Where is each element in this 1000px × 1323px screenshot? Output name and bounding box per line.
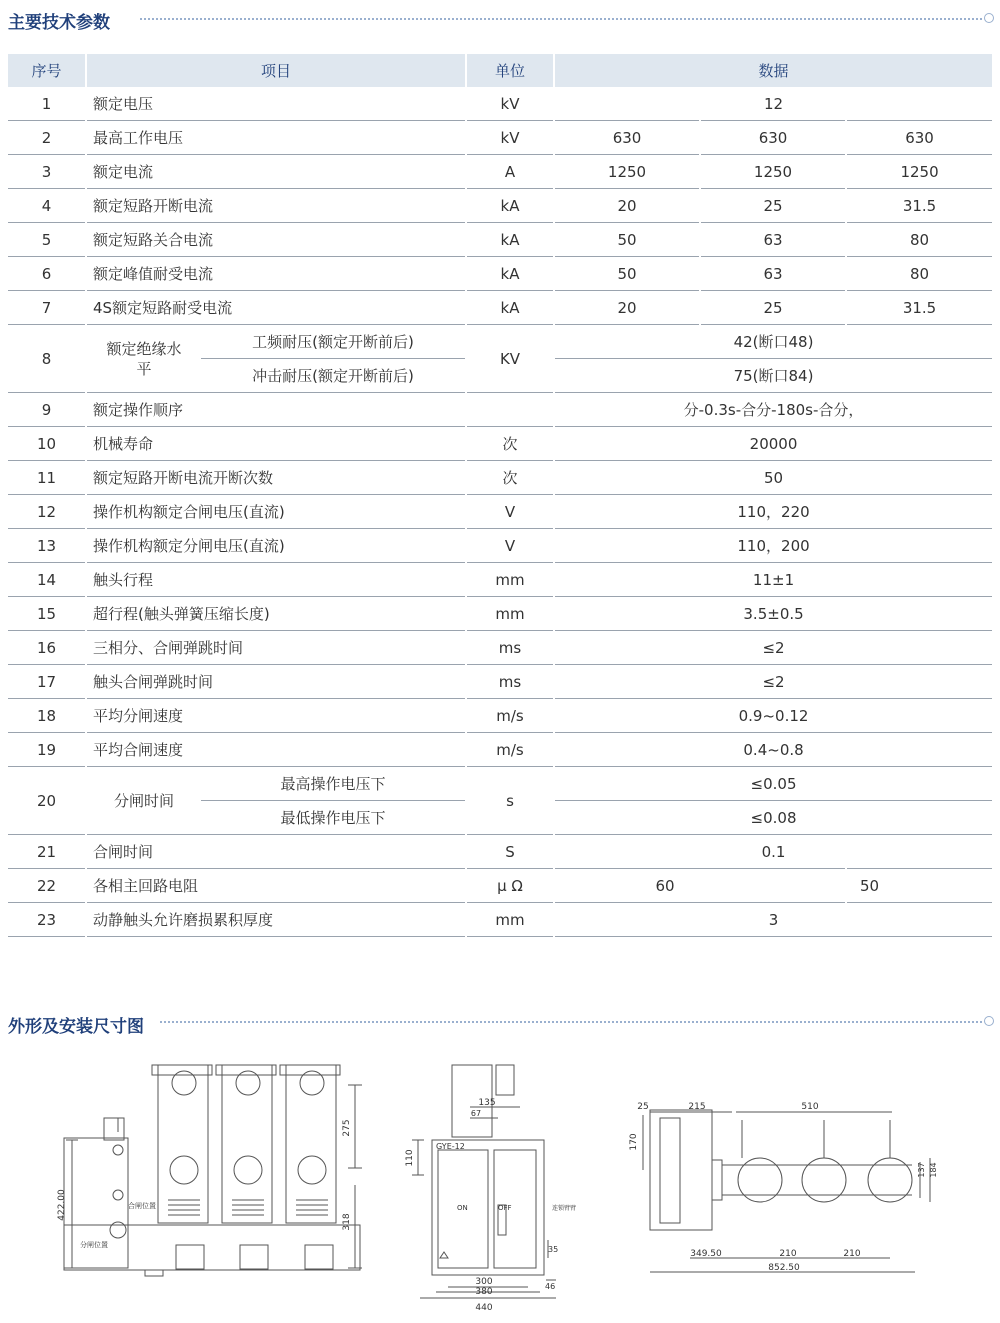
- front-view: [64, 1065, 362, 1276]
- header-no: 序号: [8, 54, 86, 87]
- dim-110: 110: [405, 1149, 415, 1167]
- dim-215: 215: [688, 1102, 706, 1112]
- section-divider-end: [984, 13, 994, 23]
- dim-380: 380: [475, 1287, 493, 1297]
- table-row: 19 平均合闸速度 m/s 0.4~0.8: [8, 733, 992, 767]
- dim-46: 46: [545, 1282, 556, 1291]
- table-row: 15 超行程(触头弹簧压缩长度) mm 3.5±0.5: [8, 597, 992, 631]
- table-row: 17 触头合闸弹跳时间 ms ≤2: [8, 665, 992, 699]
- dim-349-50: 349.50: [690, 1249, 722, 1259]
- dim-852-50: 852.50: [768, 1263, 800, 1273]
- top-view: [643, 1110, 930, 1272]
- dim-25: 25: [637, 1102, 649, 1112]
- table-row: 9 额定操作顺序 分-0.3s-合分-180s-合分，: [8, 393, 992, 427]
- params-table: [8, 54, 992, 937]
- table-row: 冲击耐压(额定开断前后) 75(断口84): [8, 359, 992, 393]
- table-row: 3 额定电流 A 1250 1250 1250: [8, 155, 992, 189]
- dim-135: 135: [478, 1098, 496, 1108]
- table-row: 最低操作电压下 ≤0.08: [8, 801, 992, 835]
- header-unit: 单位: [466, 54, 554, 87]
- dim-67: 67: [470, 1109, 482, 1118]
- table-row: 14 触头行程 mm 11±1: [8, 563, 992, 597]
- dim-300: 300: [475, 1277, 493, 1287]
- header-data: 数据: [554, 54, 992, 87]
- label-on: ON: [457, 1204, 468, 1212]
- section-divider: [160, 1021, 982, 1023]
- dim-318: 318: [342, 1213, 352, 1231]
- section-title-dimensions: 外形及安装尺寸图: [8, 1017, 144, 1037]
- table-row: 5 额定短路关合电流 kA 50 63 80: [8, 223, 992, 257]
- label-off: OFF: [498, 1204, 512, 1212]
- table-row: 20 分闸时间 最高操作电压下 s ≤0.05: [8, 767, 992, 801]
- table-row: 8 额定绝缘水平 工频耐压(额定开断前后) KV 42(断口48): [8, 325, 992, 359]
- dimension-drawings: [0, 1040, 1000, 1323]
- dim-35: 35: [548, 1245, 559, 1254]
- table-row: 4 额定短路开断电流 kA 20 25 31.5: [8, 189, 992, 223]
- dim-137: 137: [917, 1162, 926, 1178]
- table-row: 1 额定电压 kV 12: [8, 87, 992, 121]
- table-row: 22 各相主回路电阻 μ Ω 60 50: [8, 869, 992, 903]
- table-row: 21 合闸时间 S 0.1: [8, 835, 992, 869]
- table-row: 18 平均分闸速度 m/s 0.9~0.12: [8, 699, 992, 733]
- dim-422: 422.00: [57, 1189, 67, 1221]
- panel-label: GYE-12: [436, 1142, 465, 1151]
- table-row: 12 操作机构额定合闸电压(直流) V 110，220: [8, 495, 992, 529]
- table-header: [8, 54, 992, 87]
- table-row: 13 操作机构额定分闸电压(直流) V 110，200: [8, 529, 992, 563]
- table-row: 11 额定短路开断电流开断次数 次 50: [8, 461, 992, 495]
- dim-275: 275: [342, 1119, 352, 1137]
- dim-170: 170: [629, 1133, 639, 1151]
- table-row: 2 最高工作电压 kV 630 630 630: [8, 121, 992, 155]
- table-row: 6 额定峰值耐受电流 kA 50 63 80: [8, 257, 992, 291]
- table-row: 10 机械寿命 次 20000: [8, 427, 992, 461]
- label-open-position: 分闸位置: [80, 1241, 108, 1249]
- table-row: 7 4S额定短路耐受电流 kA 20 25 31.5: [8, 291, 992, 325]
- dim-210-b: 210: [843, 1249, 861, 1259]
- section-divider: [140, 18, 982, 20]
- header-item: 项目: [86, 54, 466, 87]
- table-row: 16 三相分、合闸弹跳时间 ms ≤2: [8, 631, 992, 665]
- dim-510: 510: [801, 1102, 819, 1112]
- section-divider-end: [984, 1016, 994, 1026]
- table-row: 23 动静触头允许磨损累积厚度 mm 3: [8, 903, 992, 937]
- dim-440: 440: [475, 1303, 493, 1313]
- label-close-position: 合闸位置: [128, 1202, 156, 1210]
- dim-210-a: 210: [779, 1249, 797, 1259]
- dim-184: 184: [929, 1162, 938, 1178]
- section-title-params: 主要技术参数: [8, 13, 110, 33]
- label-interlock-arm: 连锁臂臂: [552, 1205, 577, 1212]
